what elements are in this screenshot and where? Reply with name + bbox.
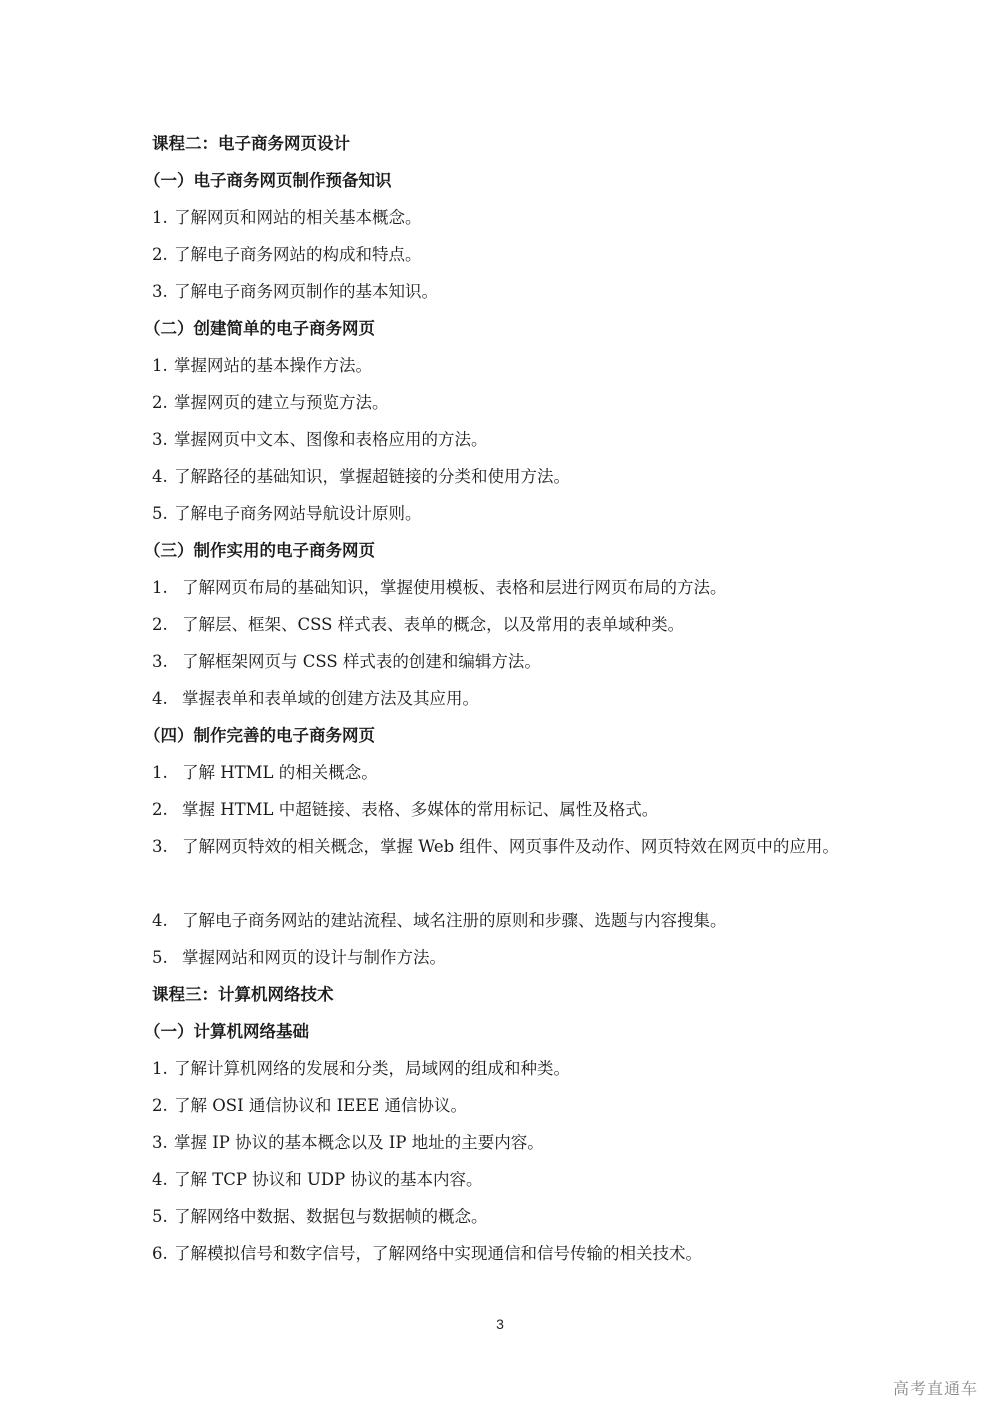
list-item — [152, 614, 872, 636]
item-number: 3. — [152, 430, 168, 449]
section-title: （一）电子商务网页制作预备知识 — [144, 171, 392, 190]
list-item — [152, 503, 872, 525]
list-item — [152, 355, 872, 377]
item-text: 掌握网站的基本操作方法。 — [174, 356, 372, 375]
item-text: 了解路径的基础知识，掌握超链接的分类和使用方法。 — [174, 467, 570, 486]
list-item — [152, 1169, 872, 1191]
item-text: 了解网页和网站的相关基本概念。 — [174, 208, 422, 227]
item-number: 3. — [152, 652, 168, 671]
item-text: 了解网页布局的基础知识，掌握使用模板、表格和层进行网页布局的方法。 — [182, 578, 727, 597]
list-item — [152, 577, 872, 599]
watermark: 高考直通车 — [892, 1379, 978, 1398]
item-text: 掌握表单和表单域的创建方法及其应用。 — [182, 689, 479, 708]
item-number: 4. — [152, 1170, 168, 1189]
list-item — [152, 207, 872, 229]
item-number: 5. — [152, 1207, 168, 1226]
item-number: 2. — [152, 393, 168, 412]
item-number: 4. — [152, 689, 168, 708]
item-number: 2. — [152, 800, 168, 819]
item-text: 了解网页特效的相关概念，掌握 Web 组件、网页事件及动作、网页特效在网页中的应用。 — [182, 837, 839, 856]
item-number: 3. — [152, 837, 168, 856]
section-title: （二）创建简单的电子商务网页 — [144, 319, 375, 338]
section-title: （四）制作完善的电子商务网页 — [144, 726, 375, 745]
list-item — [152, 244, 872, 266]
list-item — [152, 429, 872, 451]
item-text: 了解网络中数据、数据包与数据帧的概念。 — [174, 1207, 488, 1226]
item-number: 4. — [152, 911, 168, 930]
item-text: 了解电子商务网站的建站流程、域名注册的原则和步骤、选题与内容搜集。 — [182, 911, 727, 930]
section-title: （一）计算机网络基础 — [144, 1022, 309, 1041]
item-number: 2. — [152, 1096, 168, 1115]
list-item — [152, 799, 872, 821]
item-text: 了解电子商务网站导航设计原则。 — [174, 504, 422, 523]
item-text: 掌握 IP 协议的基本概念以及 IP 地址的主要内容。 — [174, 1133, 544, 1152]
page-content — [144, 133, 872, 1280]
item-number: 2. — [152, 245, 168, 264]
list-item — [152, 947, 872, 969]
item-number: 1. — [152, 578, 168, 597]
item-number: 3. — [152, 282, 168, 301]
list-item — [152, 836, 852, 895]
item-number: 5. — [152, 948, 168, 967]
list-item — [152, 1132, 872, 1154]
item-text: 了解电子商务网页制作的基本知识。 — [174, 282, 438, 301]
item-text: 了解 TCP 协议和 UDP 协议的基本内容。 — [174, 1170, 483, 1189]
item-number: 3. — [152, 1133, 168, 1152]
item-text: 了解电子商务网站的构成和特点。 — [174, 245, 422, 264]
item-number: 2. — [152, 615, 168, 634]
item-text: 掌握网站和网页的设计与制作方法。 — [182, 948, 446, 967]
list-item — [152, 1243, 872, 1265]
item-text: 了解框架网页与 CSS 样式表的创建和编辑方法。 — [182, 652, 541, 671]
page-number: 3 — [496, 1316, 504, 1332]
item-text: 了解层、框架、CSS 样式表、表单的概念，以及常用的表单域种类。 — [182, 615, 685, 634]
item-text: 掌握网页的建立与预览方法。 — [174, 393, 389, 412]
item-number: 1. — [152, 356, 168, 375]
item-text: 了解计算机网络的发展和分类，局域网的组成和种类。 — [174, 1059, 570, 1078]
item-number: 5. — [152, 504, 168, 523]
list-item — [152, 910, 872, 932]
item-number: 1. — [152, 208, 168, 227]
list-item — [152, 281, 872, 303]
list-item — [152, 688, 872, 710]
item-text: 掌握 HTML 中超链接、表格、多媒体的常用标记、属性及格式。 — [182, 800, 659, 819]
item-text: 了解模拟信号和数字信号，了解网络中实现通信和信号传输的相关技术。 — [174, 1244, 702, 1263]
list-item — [152, 392, 872, 414]
item-text: 了解 OSI 通信协议和 IEEE 通信协议。 — [174, 1096, 467, 1115]
list-item — [152, 1058, 872, 1080]
item-number: 4. — [152, 467, 168, 486]
list-item — [152, 1095, 872, 1117]
section-title: （三）制作实用的电子商务网页 — [144, 541, 375, 560]
item-text: 了解 HTML 的相关概念。 — [182, 763, 378, 782]
item-text: 掌握网页中文本、图像和表格应用的方法。 — [174, 430, 488, 449]
course-title: 课程二：电子商务网页设计 — [152, 134, 350, 153]
list-item — [152, 1206, 872, 1228]
course-title: 课程三：计算机网络技术 — [152, 985, 334, 1004]
item-number: 1. — [152, 763, 168, 782]
list-item — [152, 651, 872, 673]
item-number: 6. — [152, 1244, 168, 1263]
list-item — [152, 762, 872, 784]
list-item — [152, 466, 872, 488]
item-number: 1. — [152, 1059, 168, 1078]
